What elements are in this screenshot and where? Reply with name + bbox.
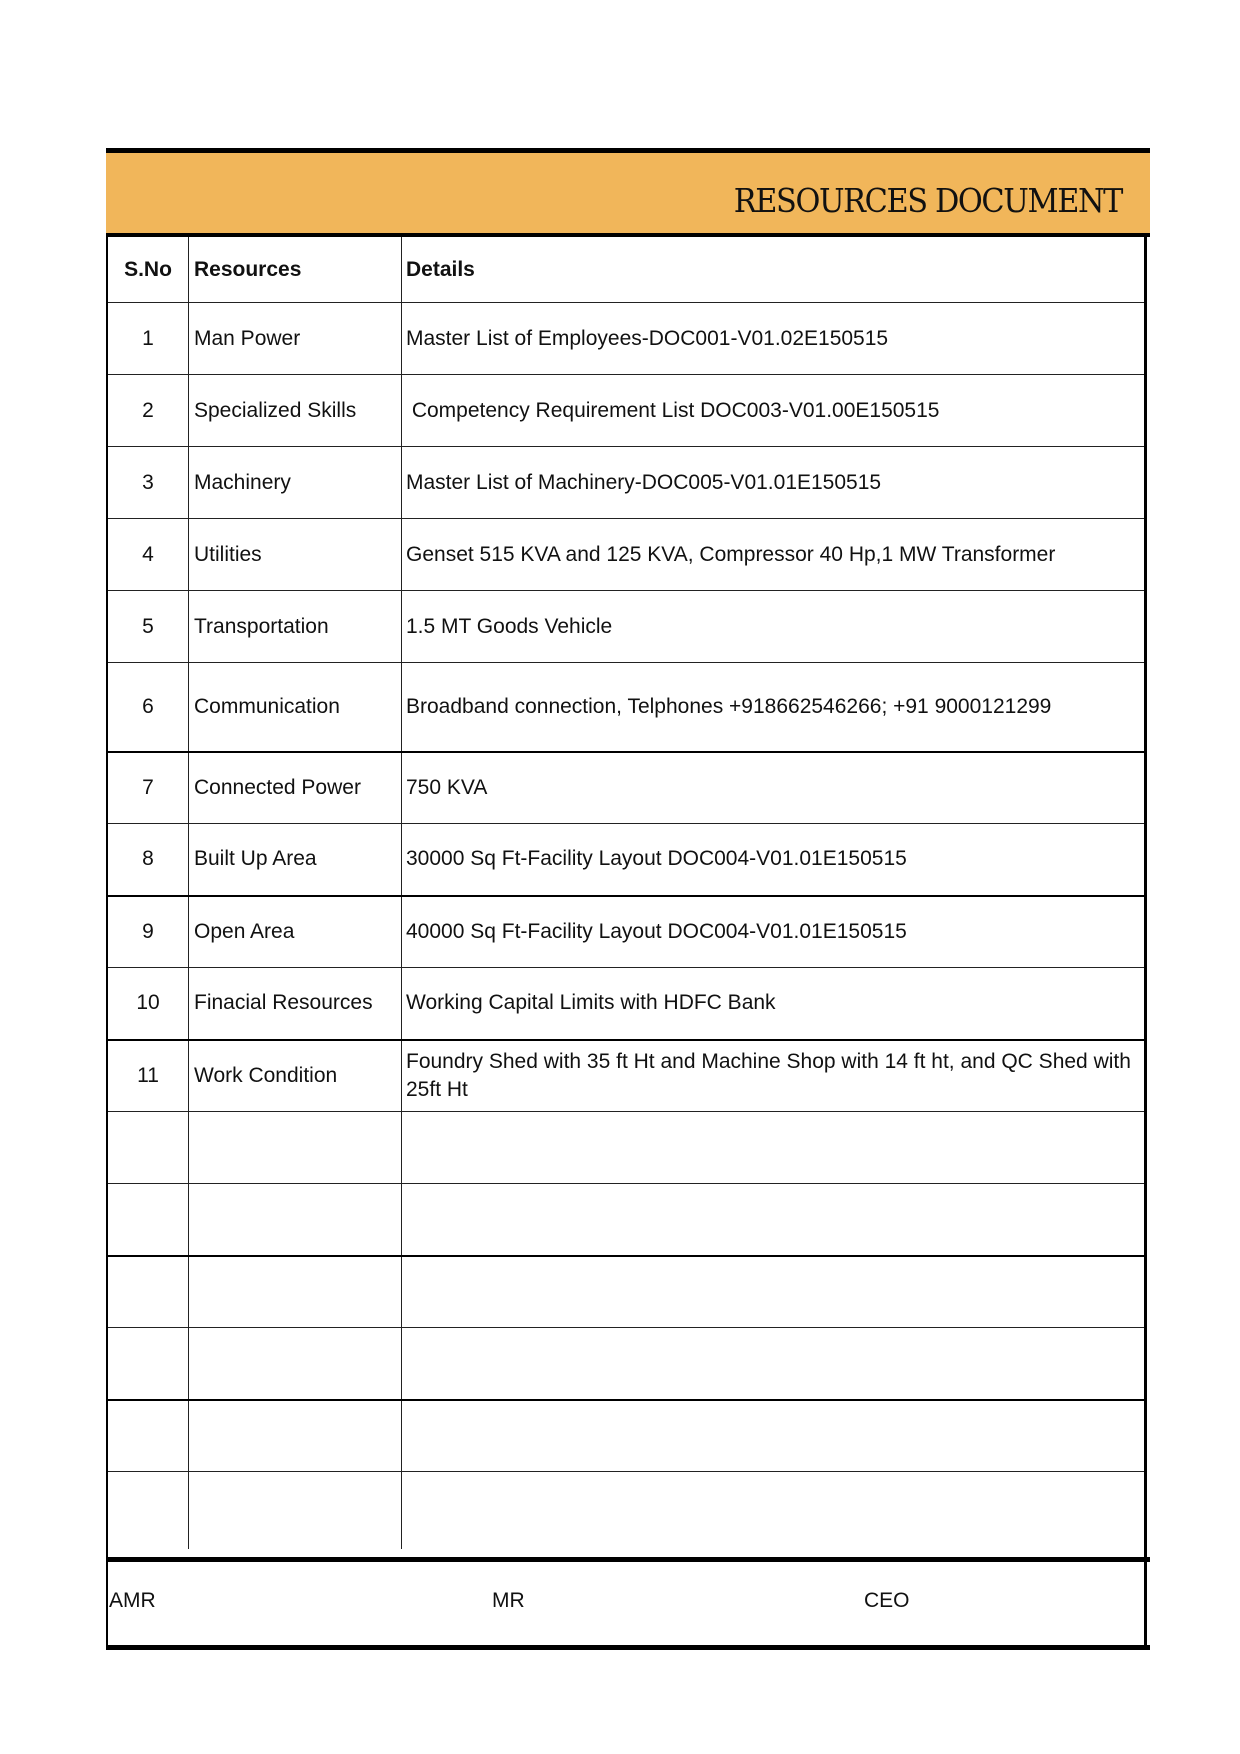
blank-cell [108,1400,189,1472]
row-resource: Connected Power [189,752,402,824]
blank-row [108,1328,1144,1400]
signature-ceo: CEO [864,1589,910,1612]
row-details: Competency Requirement List DOC003-V01.00E150515 [402,375,1145,447]
row-details: 1.5 MT Goods Vehicle [402,591,1145,663]
blank-cell [189,1328,402,1400]
table-row [108,447,1144,519]
table-row [108,752,1144,824]
blank-cell [108,1184,189,1256]
row-number: 7 [108,752,189,824]
blank-cell [402,1184,1145,1256]
row-details: 30000 Sq Ft-Facility Layout DOC004-V01.01E150515 [402,824,1145,896]
row-number: 5 [108,591,189,663]
row-resource: Finacial Resources [189,968,402,1040]
table-row [108,896,1144,968]
table-row [108,591,1144,663]
table-row [108,663,1144,752]
row-resource: Machinery [189,447,402,519]
blank-cell [402,1256,1145,1328]
row-details: 750 KVA [402,752,1145,824]
table-header-row [108,237,1144,303]
row-details: Working Capital Limits with HDFC Bank [402,968,1145,1040]
blank-cell [402,1328,1145,1400]
row-details: Master List of Employees-DOC001-V01.02E150515 [402,303,1145,375]
signature-footer [108,1562,1144,1645]
blank-row [108,1472,1144,1549]
row-resource: Communication [189,663,402,752]
column-header-sno: S.No [108,237,189,303]
blank-cell [108,1256,189,1328]
table-row [108,519,1144,591]
blank-cell [108,1328,189,1400]
row-resource: Work Condition [189,1040,402,1112]
row-resource: Utilities [189,519,402,591]
row-number: 3 [108,447,189,519]
blank-cell [189,1472,402,1549]
row-number: 6 [108,663,189,752]
row-number: 11 [108,1040,189,1112]
blank-cell [189,1184,402,1256]
document-title: RESOURCES DOCUMENT [733,181,1122,220]
row-details: Foundry Shed with 35 ft Ht and Machine Shop with 14 ft ht, and QC Shed with 25ft Ht [402,1040,1145,1112]
table-row [108,375,1144,447]
row-resource: Specialized Skills [189,375,402,447]
table-row [108,303,1144,375]
row-number: 9 [108,896,189,968]
column-header-resources: Resources [189,237,402,303]
row-resource: Built Up Area [189,824,402,896]
blank-row [108,1112,1144,1184]
table-row [108,1040,1144,1112]
blank-row [108,1184,1144,1256]
row-details: Broadband connection, Telphones +918662546266; +91 9000121299 [402,663,1145,752]
blank-row [108,1400,1144,1472]
blank-cell [189,1256,402,1328]
signature-mr: MR [492,1589,525,1612]
row-details: 40000 Sq Ft-Facility Layout DOC004-V01.01E150515 [402,896,1145,968]
blank-cell [108,1472,189,1549]
blank-cell [108,1112,189,1184]
row-number: 10 [108,968,189,1040]
resources-table [108,237,1144,1549]
row-resource: Man Power [189,303,402,375]
table-row [108,824,1144,896]
row-resource: Transportation [189,591,402,663]
row-number: 4 [108,519,189,591]
row-resource: Open Area [189,896,402,968]
row-details: Genset 515 KVA and 125 KVA, Compressor 40 Hp,1 MW Transformer [402,519,1145,591]
blank-row [108,1256,1144,1328]
blank-cell [402,1400,1145,1472]
blank-cell [189,1112,402,1184]
blank-cell [402,1112,1145,1184]
blank-cell [402,1472,1145,1549]
signature-amr: AMR [109,1589,156,1612]
row-details: Master List of Machinery-DOC005-V01.01E150515 [402,447,1145,519]
resources-document [106,148,1147,1650]
column-header-details: Details [402,237,1145,303]
row-number: 8 [108,824,189,896]
title-bar [106,148,1150,237]
table-row [108,968,1144,1040]
blank-cell [189,1400,402,1472]
bottom-border [106,1645,1150,1650]
row-number: 2 [108,375,189,447]
row-number: 1 [108,303,189,375]
